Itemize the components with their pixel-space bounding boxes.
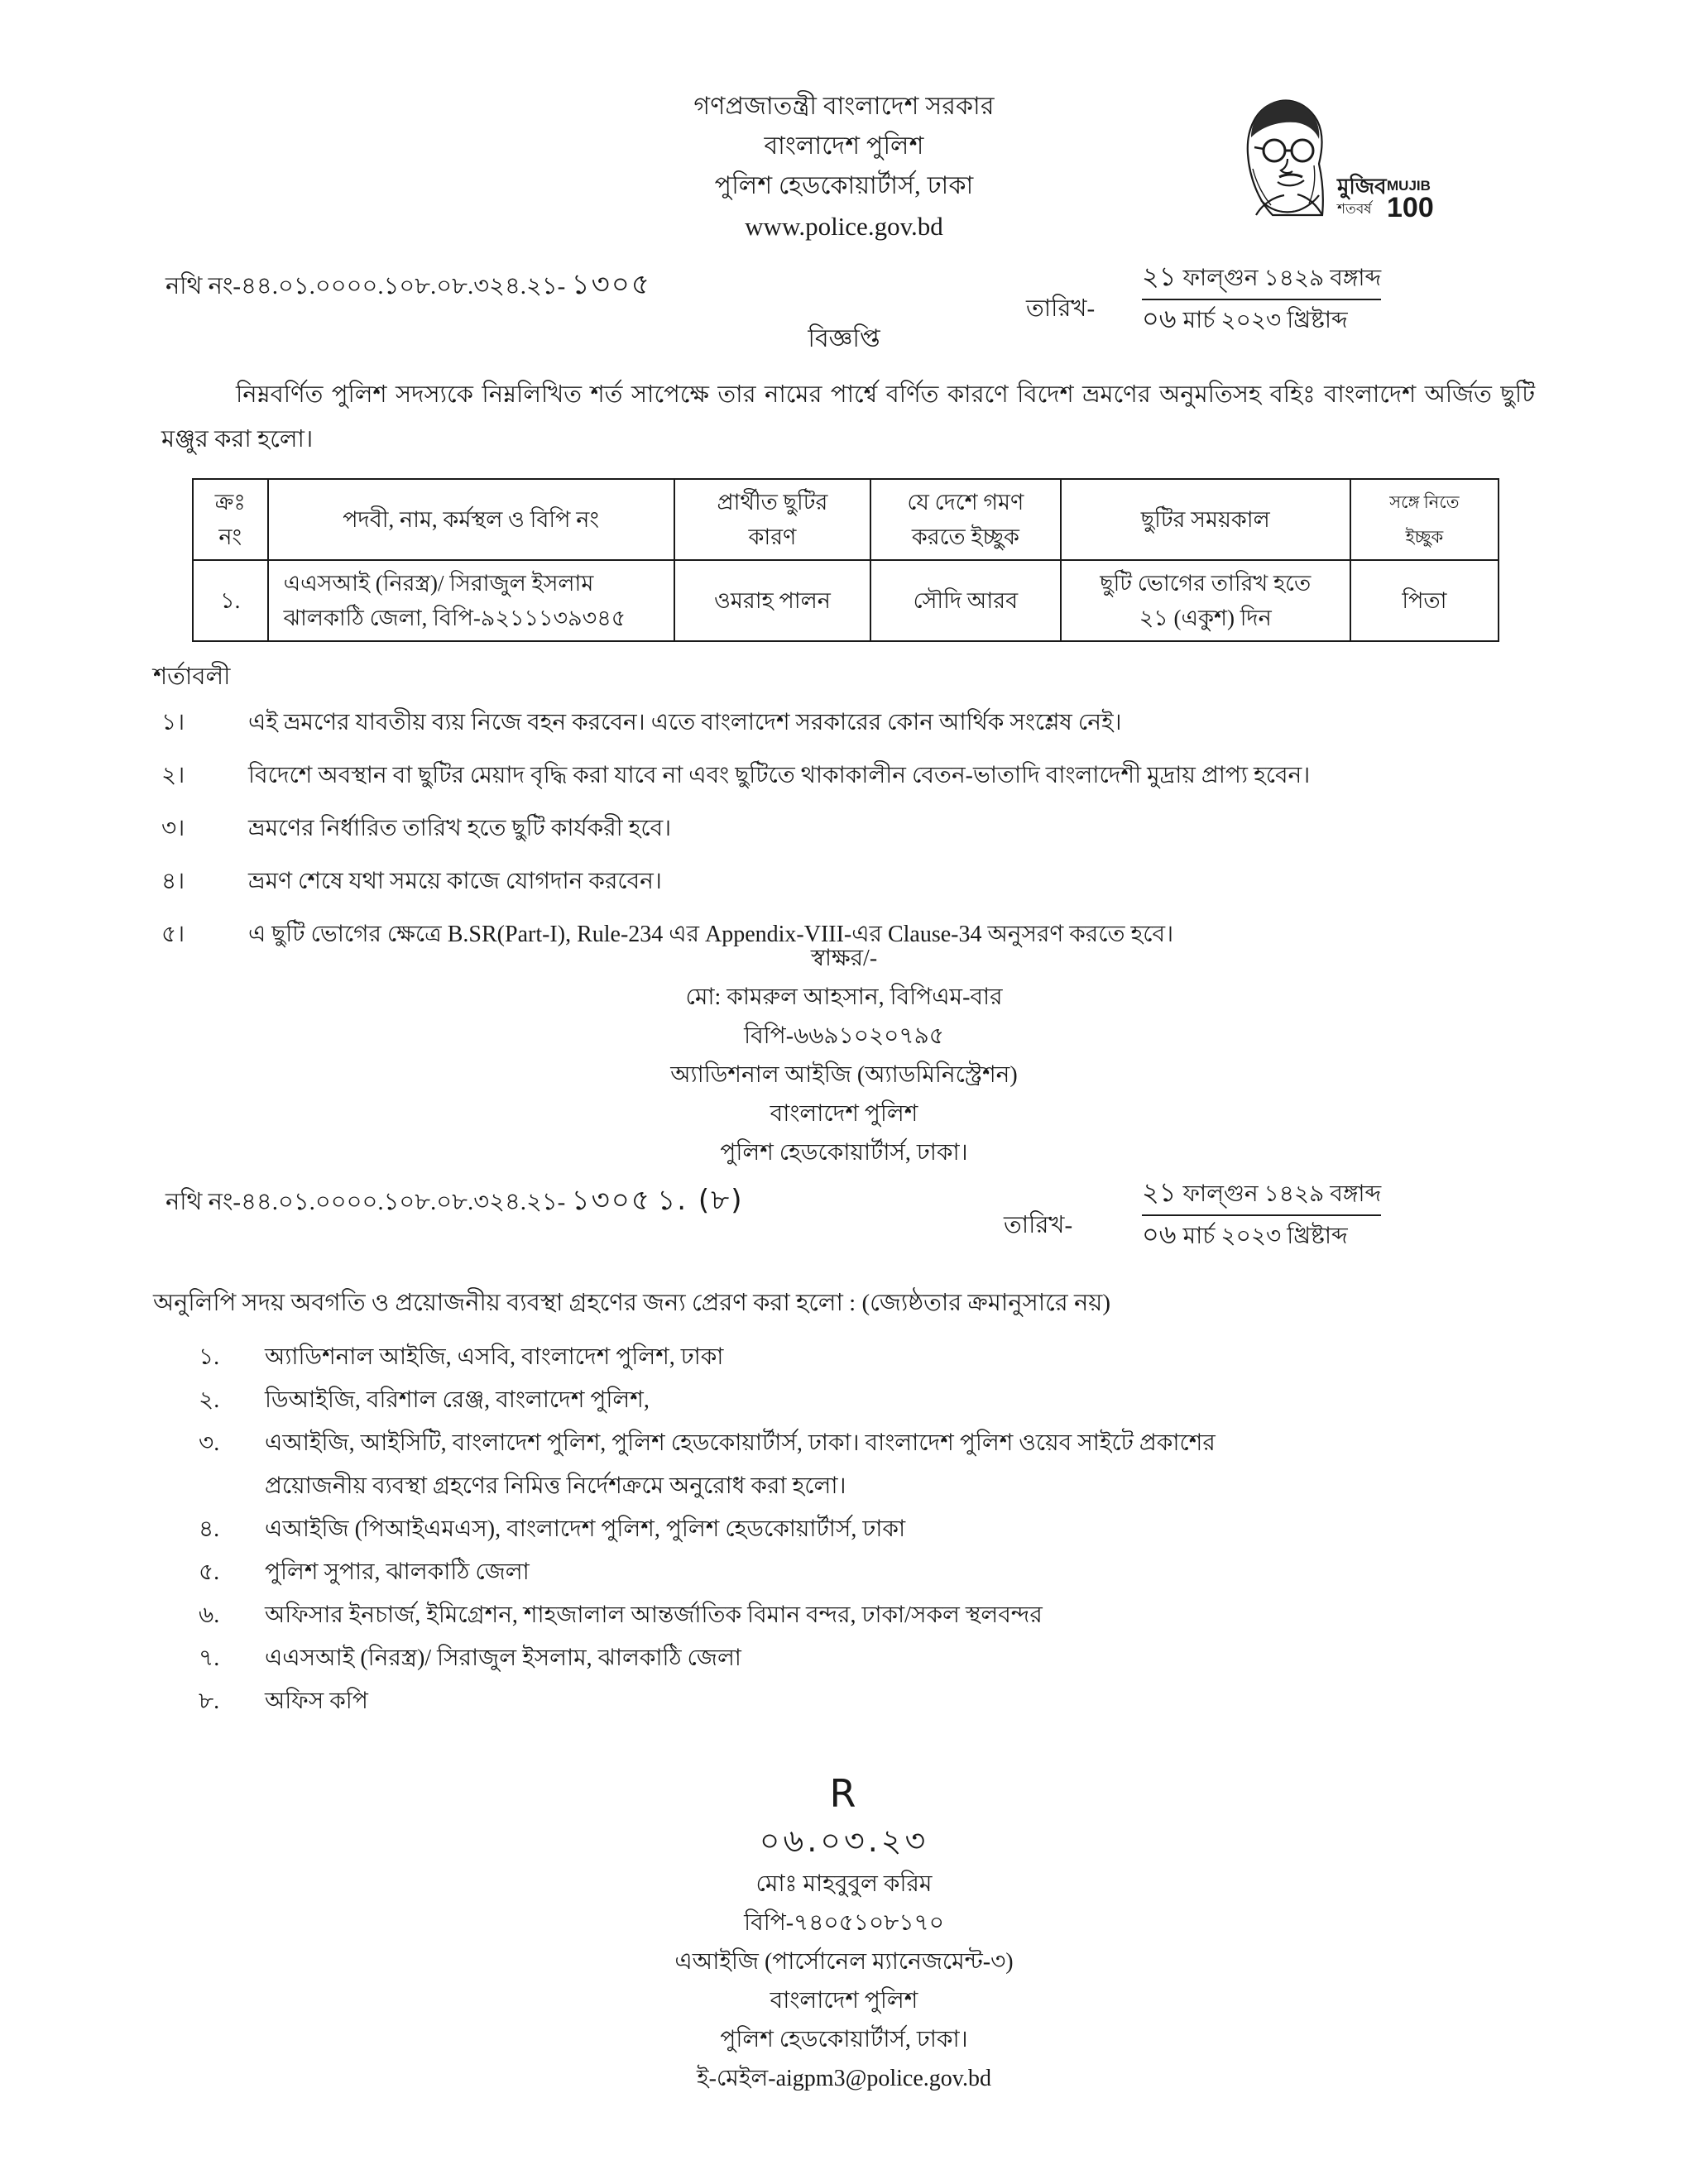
table-header-sl: ক্রঃ নং [193, 479, 268, 560]
list-item-text: এআইজি, আইসিটি, বাংলাদেশ পুলিশ, পুলিশ হেডকোয়ার্টার্স, ঢাকা। বাংলাদেশ পুলিশ ওয়েব সাইটে প্রকাশের [265, 1430, 1216, 1456]
list-item-number: ৮. [199, 1688, 220, 1714]
list-item-text: অ্যাডিশনাল আইজি, এসবি, বাংলাদেশ পুলিশ, ঢাকা [265, 1344, 724, 1370]
memo-number-bottom-suffix: ১. (৮) [657, 1184, 744, 1217]
table-header-companion: সঙ্গে নিতে ইচ্ছুক [1350, 479, 1499, 560]
date-bangla-top: ফাল্গুন ১৪২৯ বঙ্গাব্দ [1182, 266, 1382, 291]
condition-item [161, 699, 1551, 747]
date-label-top: তারিখ- [1026, 295, 1096, 322]
list-item-text: ডিআইজি, বরিশাল রেঞ্জ, বাংলাদেশ পুলিশ, [265, 1387, 650, 1413]
list-item-text: এআইজি (পিআইএমএস), বাংলাদেশ পুলিশ, পুলিশ হেডকোয়ার্টার্স, ঢাকা [265, 1516, 906, 1542]
cell-sl: ১. [193, 560, 268, 641]
logo-text-mujib-en: MUJIB [1387, 178, 1431, 194]
cell-reason: ওমরাহ পালন [674, 560, 871, 641]
copy-distribution-list [199, 1336, 1572, 1723]
date-bangla-day-bottom: ২১ [1142, 1176, 1177, 1208]
email-address: aigpm3@police.gov.bd [775, 2066, 991, 2091]
list-item [199, 1508, 1572, 1551]
signature-office: পুলিশ হেডকোয়ার্টার্স, ঢাকা। [720, 1140, 968, 1166]
condition-text: এ ছুটি ভোগের ক্ষেত্রে B.SR(Part-I), Rule-234 এর Appendix-VIII-এর Clause-34 অনুসরণ করতে হবে। [248, 922, 1174, 947]
logo-text-100: 100 [1387, 192, 1434, 223]
list-item-text: অফিস কপি [265, 1688, 368, 1714]
date-block-bottom [1142, 1174, 1381, 1255]
date-greg-top: মার্চ ২০২৩ খ্রিষ্টাব্দ [1182, 308, 1348, 333]
table-header-country: যে দেশে গমণ করতে ইচ্ছুক [870, 479, 1060, 560]
memo-number-bottom [165, 1179, 743, 1226]
condition-number: ১। [161, 710, 185, 735]
condition-text: এই ভ্রমণের যাবতীয় ব্যয় নিজে বহন করবেন। এতে বাংলাদেশ সরকারের কোন আর্থিক সংশ্লেষ নেই। [248, 710, 1122, 735]
memo-number-top-label: নথি নং-৪৪.০১.০০০০.১০৮.০৮.৩২৪.২১- [165, 273, 566, 299]
condition-number: ৫। [161, 922, 185, 947]
signature2-designation: এআইজি (পার্সোনেল ম্যানেজমেন্ট-৩) [674, 1949, 1014, 1975]
cell-companion: পিতা [1350, 560, 1499, 641]
table-header-duration: ছুটির সময়কাল [1061, 479, 1350, 560]
list-item-number: ৫. [199, 1559, 220, 1585]
condition-text: বিদেশে অবস্থান বা ছুটির মেয়াদ বৃদ্ধি করা যাবে না এবং ছুটিতে থাকাকালীন বেতন-ভাতাদি বাংলাদেশী মুদ্রায় প্রাপ্য হবেন। [248, 763, 1311, 788]
cell-designation [268, 560, 674, 641]
memo-number-bottom-handwritten: ১৩০৫ [571, 1184, 651, 1217]
condition-item [161, 858, 1551, 906]
cell-country: সৌদি আরব [870, 560, 1060, 641]
header-line-organization: বাংলাদেশ পুলিশ [764, 132, 924, 160]
list-item-number: ৬. [199, 1602, 220, 1628]
list-item-text: অফিসার ইনচার্জ, ইমিগ্রেশন, শাহজালাল আন্তর্জাতিক বিমান বন্দর, ঢাকা/সকল স্থলবন্দর [265, 1602, 1043, 1628]
cell-duration-line2: ২১ (একুশ) দিন [1139, 606, 1272, 630]
copy-distribution-heading: অনুলিপি সদয় অবগতি ও প্রয়োজনীয় ব্যবস্থা গ্রহণের জন্য প্রেরণ করা হলো : (জ্যেষ্ঠতার ক্রমানুসারে নয়) [153, 1290, 1111, 1316]
signature2-office: পুলিশ হেডকোয়ার্টার্স, ঢাকা। [720, 2027, 968, 2052]
table-header-reason: প্রার্থীত ছুটির কারণ [674, 479, 871, 560]
signature-label: স্বাক্ষর/- [810, 946, 878, 971]
leave-details-table [192, 478, 1499, 642]
list-item-text: এএসআই (নিরস্ত্র)/ সিরাজুল ইসলাম, ঝালকাঠি জেলা [265, 1645, 741, 1671]
list-item-text: পুলিশ সুপার, ঝালকাঠি জেলা [265, 1559, 530, 1585]
condition-number: ২। [161, 763, 185, 788]
list-item [199, 1336, 1572, 1379]
conditions-list [161, 699, 1551, 964]
memo-number-top [165, 263, 651, 310]
cell-designation-line1: এএসআই (নিরস্ত্র)/ সিরাজুল ইসলাম [283, 571, 594, 596]
list-item [199, 1637, 1572, 1680]
condition-number: ৩। [161, 816, 185, 841]
conditions-title: শর্তাবলী [153, 663, 231, 690]
signature-designation: অ্যাডিশনাল আইজি (অ্যাডমিনিস্ট্রেশন) [670, 1062, 1018, 1088]
memo-row-bottom [0, 1176, 1688, 1253]
date-label-bottom: তারিখ- [1004, 1212, 1073, 1238]
list-item [199, 1379, 1572, 1422]
list-item [199, 1422, 1572, 1508]
date-bangla-day-top: ২১ [1142, 261, 1177, 292]
logo-text-shotoborsho: শতবর্ষ [1337, 201, 1372, 217]
date-greg-day-bottom: ০৬ [1142, 1219, 1177, 1250]
table-header-designation: পদবী, নাম, কর্মস্থল ও বিপি নং [268, 479, 674, 560]
table-row [193, 560, 1499, 641]
list-item-number: ২. [199, 1387, 220, 1413]
table-header-row [193, 479, 1499, 560]
cell-designation-line2: ঝালকাঠি জেলা, বিপি-৯২১১১৩৯৩৪৫ [283, 606, 626, 630]
handwritten-signature-date: ০৬.০৩.২৩ [759, 1822, 929, 1859]
list-item-number: ৭. [199, 1645, 220, 1671]
signature2-organization: বাংলাদেশ পুলিশ [770, 1988, 918, 2014]
handwritten-signature: R [829, 1771, 859, 1816]
condition-number: ৪। [161, 869, 185, 894]
list-item-number: ৪. [199, 1516, 220, 1542]
logo-text-mujib: মুজিব [1337, 174, 1387, 199]
list-item-number: ১. [199, 1344, 220, 1370]
mujib-borsho-logo [1198, 89, 1438, 230]
signature-block-top [0, 939, 1688, 1172]
date-bangla-bottom: ফাল্গুন ১৪২৯ বঙ্গাব্দ [1182, 1181, 1382, 1207]
cell-duration-line1: ছুটি ভোগের তারিখ হতে [1100, 571, 1312, 596]
memo-number-bottom-label: নথি নং-৪৪.০১.০০০০.১০৮.০৮.৩২৪.২১- [165, 1189, 566, 1215]
intro-paragraph: নিম্নবর্ণিত পুলিশ সদস্যকে নিম্নলিখিত শর্ত সাপেক্ষে তার নামের পার্শ্বে বর্ণিত কারণে বিদেশ ভ্রমণের অনুমতিসহ বহিঃ বাংলাদেশ অর্জিত ছুটি মঞ্জুর করা হলো। [161, 381, 1535, 453]
condition-text: ভ্রমণের নির্ধারিত তারিখ হতে ছুটি কার্যকরী হবে। [248, 816, 672, 841]
list-item [199, 1594, 1572, 1637]
condition-text: ভ্রমণ শেষে যথা সময়ে কাজে যোগদান করবেন। [248, 869, 662, 894]
signature2-name: মোঃ মাহবুবুল করিম [755, 1871, 933, 1897]
header-website: www.police.gov.bd [745, 212, 943, 241]
header-line-government: গণপ্রজাতন্ত্রী বাংলাদেশ সরকার [693, 93, 995, 120]
date-greg-day-top: ০৬ [1142, 303, 1177, 334]
signature-organization: বাংলাদেশ পুলিশ [770, 1101, 918, 1127]
signature2-email-row [0, 2059, 1688, 2098]
header-line-office: পুলিশ হেডকোয়ার্টার্স, ঢাকা [714, 172, 974, 199]
list-item [199, 1551, 1572, 1594]
signature2-bp-number: বিপি-৭৪০৫১০৮১৭০ [744, 1910, 944, 1936]
list-item-text-continued: প্রয়োজনীয় ব্যবস্থা গ্রহণের নিমিত্ত নির্দেশক্রমে অনুরোধ করা হলো। [265, 1473, 846, 1499]
cell-duration [1061, 560, 1350, 641]
email-label: ই-মেইল- [697, 2066, 776, 2091]
list-item [199, 1680, 1572, 1723]
memo-number-top-handwritten: ১৩০৫ [571, 268, 651, 301]
notice-title: বিজ্ঞপ্তি [808, 325, 880, 352]
date-greg-bottom: মার্চ ২০২৩ খ্রিষ্টাব্দ [1182, 1224, 1348, 1249]
list-item-number: ৩. [199, 1430, 220, 1456]
signature-block-bottom [0, 1770, 1688, 2098]
signature-bp-number: বিপি-৬৬৯১০২০৭৯৫ [744, 1023, 944, 1049]
condition-item [161, 805, 1551, 853]
condition-item [161, 752, 1551, 800]
signature-name: মো: কামরুল আহসান, বিপিএম-বার [685, 984, 1003, 1010]
